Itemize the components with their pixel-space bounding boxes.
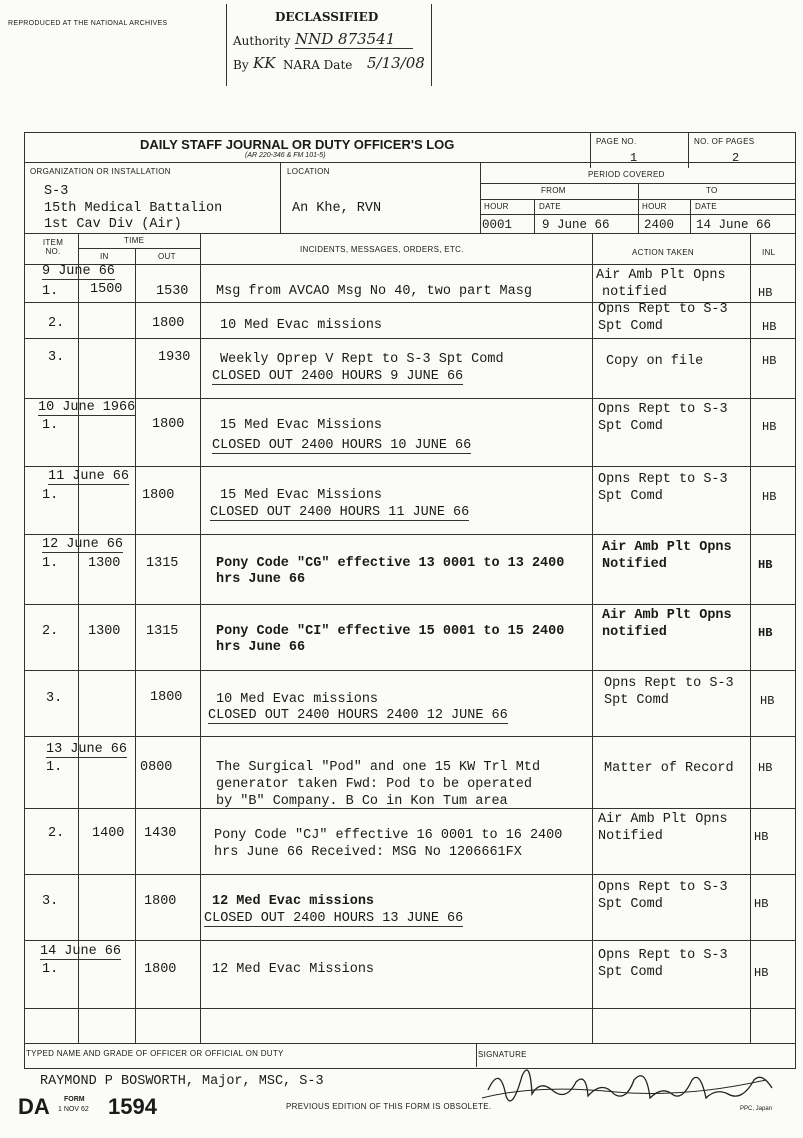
item-no: 1. [42,418,59,433]
time-out: 1800 [142,488,175,503]
date-heading: 10 June 1966 [38,400,136,415]
org-line-2: 15th Medical Battalion [44,201,223,216]
item-no: 3. [48,350,65,365]
action-text: Opns Rept to S-3 [598,948,728,963]
from-label: FROM [541,186,566,195]
action-text: Notified [598,829,663,844]
initials: HB [758,761,773,775]
initials: HB [762,490,777,504]
item-no-label: ITEM NO. [42,238,64,256]
typed-name: RAYMOND P BOSWORTH, Major, MSC, S-3 [40,1074,324,1089]
period-label: PERIOD COVERED [588,170,665,179]
action-text: Opns Rept to S-3 [598,472,728,487]
incident-text: Pony Code "CJ" effective 16 0001 to 16 2400 [214,828,563,843]
initials: HB [758,626,773,640]
authority-value: NND 873541 [295,30,413,49]
initials: HB [754,830,769,844]
to-date-label: DATE [695,202,717,211]
initials: HB [758,286,773,300]
org-label: ORGANIZATION OR INSTALLATION [30,167,171,176]
nara-date-value: 5/13/08 [367,54,425,72]
action-text: Spt Comd [598,419,663,434]
incident-text: 15 Med Evac Missions [220,488,383,503]
closed-out-line: CLOSED OUT 2400 HOURS 10 JUNE 66 [212,438,472,453]
incident-text: hrs June 66 [216,572,306,587]
to-label: TO [706,186,718,195]
item-no: 1. [42,556,59,571]
action-text: Spt Comd [598,965,663,980]
item-no: 1. [42,284,59,299]
action-text: Opns Rept to S-3 [598,302,728,317]
to-hour: 2400 [644,218,675,232]
item-no: 1. [42,962,59,977]
initials: HB [762,354,777,368]
incident-text: hrs June 66 Received: MSG No 1206661FX [214,845,522,860]
item-no: 2. [48,826,65,841]
action-text: Air Amb Plt Opns [602,608,732,623]
no-pages: 2 [732,151,740,165]
time-label: TIME [124,236,145,245]
initials: HB [754,966,769,980]
item-no: 3. [46,691,63,706]
time-out: 1800 [150,690,183,705]
signature [476,1050,776,1120]
time-in: 1500 [90,282,123,297]
time-out: 1800 [144,962,177,977]
form-subtitle: (AR 220-346 & FM 101-5) [245,152,326,159]
action-text: Opns Rept to S-3 [598,402,728,417]
incident-text: Pony Code "CG" effective 13 0001 to 13 2400 [216,556,565,571]
date-heading: 12 June 66 [42,537,124,552]
time-out: 1800 [152,316,185,331]
archive-notice: REPRODUCED AT THE NATIONAL ARCHIVES [8,20,168,27]
obsolete-notice: PREVIOUS EDITION OF THIS FORM IS OBSOLETE. [286,1102,492,1111]
item-no: 1. [42,488,59,503]
time-in: 1400 [92,826,125,841]
initials: HB [754,897,769,911]
form-title: DAILY STAFF JOURNAL OR DUTY OFFICER'S LOG [140,137,455,152]
initials: HB [760,694,775,708]
form-date: 1 NOV 62 [58,1106,89,1113]
incident-text: 15 Med Evac Missions [220,418,383,433]
incident-text: Weekly Oprep V Rept to S-3 Spt Comd [220,352,504,367]
action-label: ACTION TAKEN [632,248,694,257]
time-out: 1930 [158,350,191,365]
action-text: notified [602,625,667,640]
time-in: 1300 [88,556,121,571]
org-line-3: 1st Cav Div (Air) [44,217,182,232]
no-pages-label: NO. OF PAGES [694,137,755,146]
time-out: 1315 [146,624,179,639]
action-text: Spt Comd [598,319,663,334]
action-text: notified [602,285,667,300]
out-label: OUT [158,252,176,261]
printer-mark: PPC, Japan [740,1106,773,1112]
initials: HB [758,558,773,572]
action-text: Spt Comd [604,693,669,708]
action-text: Spt Comd [598,897,663,912]
inl-label: INL [762,248,776,257]
initials: HB [762,420,777,434]
item-no: 1. [46,760,63,775]
page-no-label: PAGE NO. [596,137,637,146]
stamp-title: DECLASSIFIED [275,10,379,24]
action-text: Air Amb Plt Opns [596,268,726,283]
to-hour-label: HOUR [642,202,667,211]
location-value: An Khe, RVN [292,201,382,216]
authority-label: Authority [233,34,291,48]
action-text: Matter of Record [604,761,734,776]
to-date: 14 June 66 [696,218,772,232]
incident-text: hrs June 66 [216,640,306,655]
incident-text: 10 Med Evac missions [220,318,383,333]
incident-text: 10 Med Evac missions [216,692,379,707]
incident-text: 12 Med Evac missions [212,894,375,909]
action-text: Opns Rept to S-3 [598,880,728,895]
closed-out-line: CLOSED OUT 2400 HOURS 13 JUNE 66 [204,911,464,926]
action-text: Air Amb Plt Opns [598,812,728,827]
location-label: LOCATION [287,167,330,176]
item-no: 3. [42,894,59,909]
action-text: Copy on file [606,354,704,369]
incident-text: by "B" Company. B Co in Kon Tum area [216,794,508,809]
time-out: 1800 [144,894,177,909]
incident-text: 12 Med Evac Missions [212,962,375,977]
time-in: 1300 [88,624,121,639]
date-heading: 13 June 66 [46,742,128,757]
incident-text: generator taken Fwd: Pod to be operated [216,777,532,792]
incident-text: Pony Code "CI" effective 15 0001 to 15 2400 [216,624,565,639]
by-label: By [233,58,249,72]
time-out: 0800 [140,760,173,775]
action-text: Air Amb Plt Opns [602,540,732,555]
incident-text: Msg from AVCAO Msg No 40, two part Masg [216,284,532,299]
declassified-stamp [226,4,432,86]
time-out: 1430 [144,826,177,841]
closed-out-line: CLOSED OUT 2400 HOURS 11 JUNE 66 [210,505,470,520]
signature-label: SIGNATURE [478,1050,527,1059]
org-line-1: S-3 [44,184,69,199]
date-heading: 14 June 66 [40,944,122,959]
from-hour-label: HOUR [484,202,509,211]
item-no: 2. [48,316,65,331]
initials: HB [762,320,777,334]
time-out: 1800 [152,417,185,432]
closed-out-line: CLOSED OUT 2400 HOURS 2400 12 JUNE 66 [208,708,508,723]
form-number: 1594 [108,1094,157,1119]
nara-date-label: NARA Date [283,58,353,72]
from-hour: 0001 [482,218,513,232]
time-out: 1530 [156,284,189,299]
time-out: 1315 [146,556,179,571]
action-text: Opns Rept to S-3 [604,676,734,691]
form-da: DA [18,1094,50,1119]
action-text: Spt Comd [598,489,663,504]
item-no: 2. [42,624,59,639]
typed-name-label: TYPED NAME AND GRADE OF OFFICER OR OFFICIAL ON DUTY [26,1049,284,1058]
date-heading: 11 June 66 [48,469,130,484]
from-date: 9 June 66 [542,218,610,232]
closed-out-line: CLOSED OUT 2400 HOURS 9 JUNE 66 [212,369,464,384]
in-label: IN [100,252,109,261]
page-no: 1 [630,151,638,165]
action-text: Notified [602,557,667,572]
incident-text: The Surgical "Pod" and one 15 KW Trl Mtd [216,760,541,775]
by-value: KK [253,54,276,72]
incidents-label: INCIDENTS, MESSAGES, ORDERS, ETC. [300,245,464,254]
date-heading: 9 June 66 [42,264,115,279]
from-date-label: DATE [539,202,561,211]
form-word: FORM [64,1096,85,1103]
